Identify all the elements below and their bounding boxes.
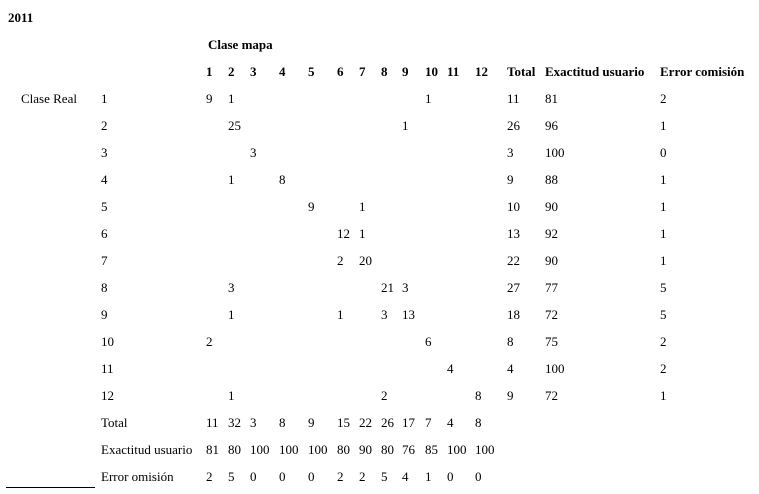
table-cell: 100 <box>279 442 299 457</box>
table-cell: 2 <box>359 469 366 484</box>
table-cell: 81 <box>206 442 219 457</box>
table-cell: 1 <box>359 226 366 241</box>
table-cell: 80 <box>228 442 241 457</box>
column-header: 2 <box>228 64 235 79</box>
table-cell: 3 <box>250 415 257 430</box>
table-cell: 12 <box>337 226 350 241</box>
table-cell: 1 <box>359 199 366 214</box>
row-label: 12 <box>101 388 114 403</box>
table-cell: 2 <box>660 361 667 376</box>
column-header: Error comisión <box>660 64 745 79</box>
table-cell: 90 <box>545 199 558 214</box>
column-header: 8 <box>381 64 388 79</box>
table-cell: 1 <box>402 118 409 133</box>
table-cell: 22 <box>359 415 372 430</box>
table-cell: 2 <box>337 469 344 484</box>
table-cell: 1 <box>425 91 432 106</box>
table-cell: 2 <box>381 388 388 403</box>
table-cell: 2 <box>206 469 213 484</box>
column-header: 11 <box>447 64 460 79</box>
table-cell: 92 <box>545 226 558 241</box>
table-cell: 76 <box>402 442 415 457</box>
column-header: Exactitud usuario <box>545 64 645 79</box>
table-cell: 4 <box>447 415 454 430</box>
table-cell: 8 <box>279 415 286 430</box>
column-header: 12 <box>475 64 488 79</box>
table-cell: 2 <box>660 91 667 106</box>
table-cell: 20 <box>359 253 372 268</box>
row-label: 3 <box>101 145 108 160</box>
table-cell: 2 <box>337 253 344 268</box>
table-cell: 90 <box>359 442 372 457</box>
table-cell: 0 <box>279 469 286 484</box>
table-cell: 96 <box>545 118 558 133</box>
table-cell: 9 <box>507 388 514 403</box>
table-cell: 21 <box>381 280 394 295</box>
table-cell: 27 <box>507 280 520 295</box>
column-header: 5 <box>308 64 315 79</box>
table-cell: 2 <box>206 334 213 349</box>
table-cell: 3 <box>507 145 514 160</box>
row-label: 11 <box>101 361 114 376</box>
table-cell: 26 <box>381 415 394 430</box>
table-cell: 1 <box>660 118 667 133</box>
table-cell: 75 <box>545 334 558 349</box>
table-cell: 7 <box>425 415 432 430</box>
table-cell: 3 <box>402 280 409 295</box>
table-cell: 88 <box>545 172 558 187</box>
table-cell: 100 <box>475 442 495 457</box>
row-label: 6 <box>101 226 108 241</box>
table-cell: 4 <box>447 361 454 376</box>
table-cell: 1 <box>660 253 667 268</box>
row-label: Total <box>101 415 128 430</box>
table-cell: 5 <box>228 469 235 484</box>
table-cell: 18 <box>507 307 520 322</box>
row-label: 7 <box>101 253 108 268</box>
row-label: 1 <box>101 91 108 106</box>
table-cell: 80 <box>337 442 350 457</box>
row-label: 5 <box>101 199 108 214</box>
row-label: 9 <box>101 307 108 322</box>
table-cell: 1 <box>660 226 667 241</box>
table-cell: 80 <box>381 442 394 457</box>
table-cell: 0 <box>660 145 667 160</box>
table-cell: 1 <box>425 469 432 484</box>
bottom-rule <box>6 487 95 488</box>
table-cell: 0 <box>447 469 454 484</box>
column-header: 4 <box>279 64 286 79</box>
table-cell: 6 <box>425 334 432 349</box>
table-cell: 2 <box>660 334 667 349</box>
table-year-title: 2011 <box>8 10 34 25</box>
table-cell: 10 <box>507 199 520 214</box>
table-cell: 100 <box>250 442 270 457</box>
table-cell: 26 <box>507 118 520 133</box>
column-header: 1 <box>206 64 213 79</box>
row-label: 8 <box>101 280 108 295</box>
table-cell: 3 <box>381 307 388 322</box>
table-cell: 100 <box>545 145 565 160</box>
table-cell: 1 <box>660 388 667 403</box>
table-cell: 5 <box>660 280 667 295</box>
table-cell: 1 <box>228 307 235 322</box>
table-cell: 77 <box>545 280 558 295</box>
table-cell: 5 <box>381 469 388 484</box>
table-cell: 1 <box>228 172 235 187</box>
row-label: Error omisión <box>101 469 174 484</box>
column-group-label: Clase mapa <box>208 37 273 52</box>
table-cell: 1 <box>660 199 667 214</box>
column-header: Total <box>507 64 536 79</box>
table-cell: 9 <box>308 415 315 430</box>
table-cell: 9 <box>507 172 514 187</box>
table-cell: 100 <box>308 442 328 457</box>
table-cell: 0 <box>250 469 257 484</box>
table-cell: 4 <box>507 361 514 376</box>
table-cell: 22 <box>507 253 520 268</box>
table-cell: 8 <box>507 334 514 349</box>
table-cell: 8 <box>475 415 482 430</box>
row-label: 4 <box>101 172 108 187</box>
column-header: 10 <box>425 64 438 79</box>
table-cell: 4 <box>402 469 409 484</box>
table-cell: 100 <box>447 442 467 457</box>
table-cell: 15 <box>337 415 350 430</box>
table-cell: 72 <box>545 307 558 322</box>
table-cell: 11 <box>206 415 219 430</box>
table-cell: 0 <box>308 469 315 484</box>
table-cell: 13 <box>507 226 520 241</box>
table-cell: 1 <box>660 172 667 187</box>
table-cell: 1 <box>228 388 235 403</box>
row-label: Exactitud usuario <box>101 442 193 457</box>
table-cell: 3 <box>250 145 257 160</box>
table-cell: 25 <box>228 118 241 133</box>
table-cell: 90 <box>545 253 558 268</box>
column-header: 7 <box>359 64 366 79</box>
row-label: 2 <box>101 118 108 133</box>
column-header: 3 <box>250 64 257 79</box>
table-cell: 17 <box>402 415 415 430</box>
column-header: 6 <box>337 64 344 79</box>
table-cell: 0 <box>475 469 482 484</box>
table-cell: 72 <box>545 388 558 403</box>
table-cell: 5 <box>660 307 667 322</box>
table-cell: 1 <box>337 307 344 322</box>
table-cell: 85 <box>425 442 438 457</box>
table-cell: 11 <box>507 91 520 106</box>
table-cell: 1 <box>228 91 235 106</box>
table-cell: 81 <box>545 91 558 106</box>
column-header: 9 <box>402 64 409 79</box>
row-label: 10 <box>101 334 114 349</box>
table-cell: 100 <box>545 361 565 376</box>
table-cell: 9 <box>308 199 315 214</box>
table-cell: 13 <box>402 307 415 322</box>
table-cell: 8 <box>279 172 286 187</box>
table-cell: 9 <box>206 91 213 106</box>
table-cell: 3 <box>228 280 235 295</box>
table-cell: 32 <box>228 415 241 430</box>
table-cell: 8 <box>475 388 482 403</box>
row-group-label: Clase Real <box>21 91 77 106</box>
